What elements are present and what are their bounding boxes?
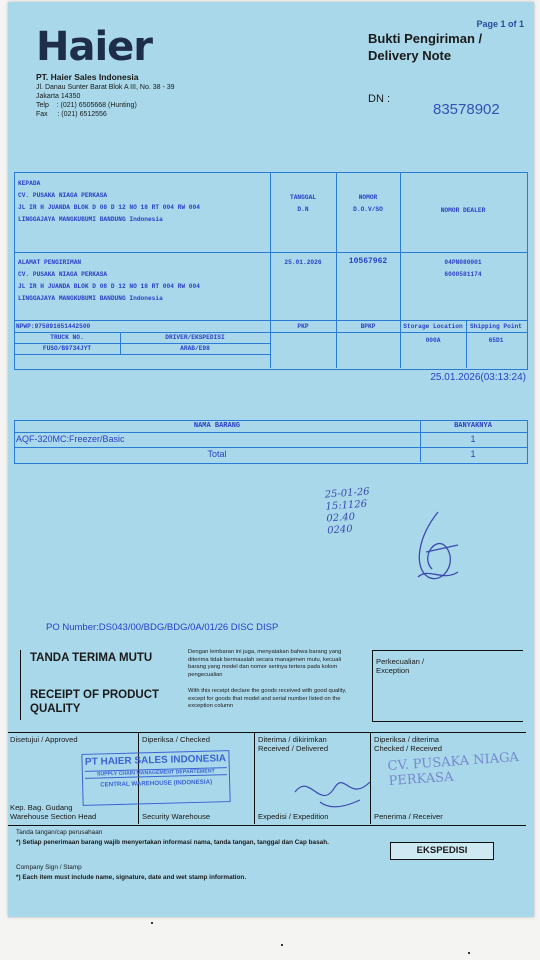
mutu-title: TANDA TERIMA MUTU xyxy=(30,652,153,664)
npwp: NPWP:975891651442500 xyxy=(16,323,91,330)
company-address: Jl. Danau Sunter Barat Blok A III, No. 38 - 39 Jakarta 14350 Telp : (021) 6505668 (Hunting) Fax : (021) 6512556 xyxy=(36,84,175,118)
recipient-name: CV. PUSAKA NIAGA PERKASA xyxy=(18,192,108,199)
driver-label: DRIVER/EKSPEDISI xyxy=(165,334,225,341)
driver-value: ARAB/E98 xyxy=(180,345,210,352)
recipient-address-2: LINGGAJAYA MANGKUBUMI BANDUNG Indonesia xyxy=(18,216,163,223)
bpkp-label: BPKP xyxy=(360,323,376,330)
pkp-label: PKP xyxy=(297,323,309,330)
stamp-line-2: SUPPLY CHAIN MANAGEMENT DEPARTEMENT xyxy=(85,767,227,779)
sig-receiver: Penerima / Receiver xyxy=(374,812,443,821)
delivery-signature xyxy=(290,762,380,818)
paper-speck xyxy=(281,944,283,946)
total-label: Total xyxy=(207,449,227,459)
sig-received-delivered: Diterima / dikirimkan Received / Delivered xyxy=(258,735,329,753)
shipping-date: 25.01.2026 xyxy=(284,259,322,266)
footer-line-1: Tanda tangan/cap perusahaan xyxy=(16,829,103,836)
handwritten-dates: 25-01-26 15:1126 02.40 0240 xyxy=(324,486,370,537)
truck-no-label: TRUCK NO. xyxy=(50,334,84,341)
footer-line-3: Company Sign / Stamp xyxy=(16,864,82,871)
total-qty: 1 xyxy=(470,449,476,459)
product-quality-title: RECEIPT OF PRODUCT QUALITY xyxy=(30,689,160,715)
handwritten-signature xyxy=(408,507,468,587)
sig-expedition: Expedisi / Expedition xyxy=(258,812,329,821)
stamp-line-1: PT HAIER SALES INDONESIA xyxy=(84,753,227,768)
shipping-nomor: 10567962 xyxy=(348,257,388,266)
haier-warehouse-stamp xyxy=(81,750,230,806)
document-title: Bukti Pengiriman / Delivery Note xyxy=(368,31,483,63)
grid-line xyxy=(14,252,527,253)
page-indicator: Page 1 of 1 xyxy=(476,19,524,29)
footer-line-2: *) Setiap penerimaan barang wajib menyertakan informasi nama, tanda tangan, tanggal dan Cap basah. xyxy=(16,839,329,846)
kepada-label: KEPADA xyxy=(18,180,41,187)
grid-line xyxy=(14,432,527,433)
shipping-address-1: JL IR H JUANDA BLOK D 08 D 12 NO 18 RT 004 RW 004 xyxy=(18,283,200,290)
paper-speck xyxy=(468,952,470,954)
truck-no-value: FUSO/B9734JYT xyxy=(42,345,92,352)
ekspedisi-copy-label: EKSPEDISI xyxy=(390,842,494,860)
alamat-label: ALAMAT PENGIRIMAN xyxy=(18,259,82,266)
shipping-point-value: 65D1 xyxy=(488,337,504,344)
item-name: AQF-320MC:Freezer/Basic xyxy=(16,434,125,444)
tanggal-sub: D.N xyxy=(297,206,309,213)
grid-line xyxy=(254,732,255,824)
print-timestamp: 25.01.2026(03:13:24) xyxy=(430,372,526,383)
shipping-point-label: Shipping Point xyxy=(470,323,522,330)
col-banyaknya: BANYAKNYA xyxy=(454,422,492,430)
sig-warehouse-head: Kep. Bag. Gudang Warehouse Section Head xyxy=(10,803,97,821)
dealer-code-2: 6000581174 xyxy=(444,271,482,278)
item-qty: 1 xyxy=(470,434,476,444)
po-number: PO Number:DS043/00/BDG/BDG/0A/01/26 DISC DISP xyxy=(46,622,279,633)
shipping-name: CV. PUSAKA NIAGA PERKASA xyxy=(18,271,108,278)
sig-checked-received: Diperiksa / diterima Checked / Received xyxy=(374,735,442,753)
nomor-dealer-label: NOMOR DEALER xyxy=(440,207,486,214)
dn-number: 83578902 xyxy=(433,101,500,118)
exception-label: Perkecualian / Exception xyxy=(376,657,425,675)
nomor-label: NOMOR xyxy=(358,194,378,201)
tanggal-label: TANGGAL xyxy=(290,194,316,201)
sig-approved: Disetujui / Approved xyxy=(10,735,78,744)
sig-security: Security Warehouse xyxy=(142,812,211,821)
storage-location-value: 000A xyxy=(425,337,441,344)
grid-line xyxy=(14,447,527,448)
mutu-text: Dengan lembaran ini juga, menyatakan bahwa barang yang diterima tidak bermasalah secara manajemen mutu, kecuali barang yang model dan nomor serinya tertera pada kolom pengecualian xyxy=(188,649,342,678)
stamp-line-3: CENTRAL WAREHOUSE (INDONESIA) xyxy=(100,778,213,789)
shipping-address-2: LINGGAJAYA MANGKUBUMI BANDUNG Indonesia xyxy=(18,295,163,302)
nomor-sub: D.O.V/SO xyxy=(353,206,383,213)
sig-checked: Diperiksa / Checked xyxy=(142,735,210,744)
col-nama-barang: NAMA BARANG xyxy=(193,422,241,430)
storage-location-label: Storage Location xyxy=(403,323,463,330)
paper-speck xyxy=(151,922,153,924)
company-name: PT. Haier Sales Indonesia xyxy=(36,72,139,82)
dn-label: DN : xyxy=(368,93,390,105)
recipient-address-1: JL IR H JUANDA BLOK D 08 D 12 NO 18 RT 004 RW 004 xyxy=(18,204,200,211)
footer-line-4: *) Each item must include name, signature, date and wet stamp information. xyxy=(16,874,247,881)
product-quality-text: With this receipt declare the goods received with good quality, except for goods that model and serial number listed on the exception column xyxy=(188,688,347,709)
dealer-code-1: 04PN080001 xyxy=(444,259,482,266)
haier-logo: Haier xyxy=(36,24,153,70)
dealer-stamp: CV. PUSAKA NIAGA PERKASA xyxy=(387,749,520,790)
delivery-note-sheet xyxy=(8,2,534,917)
